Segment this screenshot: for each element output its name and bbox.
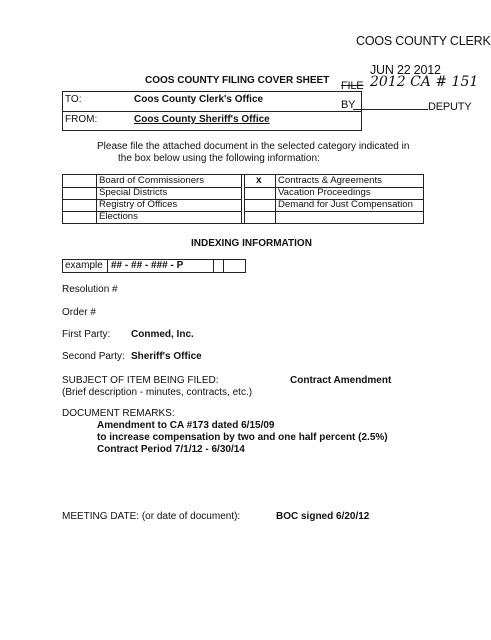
to-from-box <box>62 91 362 131</box>
to-value: Coos County Clerk's Office <box>134 94 264 105</box>
clerk-stamp-title: COOS COUNTY CLERK <box>356 34 491 48</box>
meeting-date-value: BOC signed 6/20/12 <box>276 511 370 522</box>
stamp-file-number-handwritten: 2012 CA # 151 <box>370 74 479 90</box>
first-party-value: Conmed, Inc. <box>131 329 194 340</box>
selected-checkmark: x <box>256 175 262 186</box>
order-label: Order # <box>62 307 96 318</box>
from-row <box>63 111 361 131</box>
example-divider <box>223 260 224 272</box>
stamp-date: JUN 22 2012 <box>370 63 441 77</box>
example-box <box>62 259 246 273</box>
remarks-line-2: to increase compensation by two and one half percent (2.5%) <box>97 432 388 443</box>
indexing-heading: INDEXING INFORMATION <box>191 238 312 249</box>
category-grid <box>62 174 424 224</box>
stamp-by-line <box>353 109 428 110</box>
example-divider <box>107 260 108 272</box>
stamp-deputy-label: DEPUTY <box>428 101 472 113</box>
meeting-date-label: MEETING DATE: (or date of document): <box>62 511 241 522</box>
example-format: ## - ## - ### - P <box>111 260 184 271</box>
second-party-label: Second Party: <box>62 351 125 362</box>
category-contracts-agreements: Contracts & Agreements <box>278 175 382 186</box>
first-party-label: First Party: <box>62 329 111 340</box>
subject-value: Contract Amendment <box>290 375 392 386</box>
category-vacation-proceedings: Vacation Proceedings <box>278 187 371 198</box>
grid-line <box>241 175 242 223</box>
stamp-file-label: FILE <box>341 80 364 92</box>
category-registry-of-offices: Registry of Offices <box>99 199 178 210</box>
instructions-line-2: the box below using the following information: <box>118 153 320 164</box>
page-title: COOS COUNTY FILING COVER SHEET <box>145 75 330 86</box>
grid-line <box>244 175 245 223</box>
grid-line <box>244 211 423 212</box>
instructions-line-1: Please file the attached document in the selected category indicated in <box>97 141 410 152</box>
category-board-of-commissioners: Board of Commissioners <box>99 175 205 186</box>
stamp-by-label: BY <box>341 99 356 111</box>
example-divider <box>213 260 214 272</box>
to-label: TO: <box>65 94 82 105</box>
category-special-districts: Special Districts <box>99 187 168 198</box>
category-elections: Elections <box>99 211 138 222</box>
from-label: FROM: <box>65 114 98 125</box>
category-demand-just-compensation: Demand for Just Compensation <box>278 199 413 210</box>
subject-label: SUBJECT OF ITEM BEING FILED: <box>62 375 219 386</box>
grid-line <box>275 175 276 223</box>
from-value: Coos County Sheriff's Office <box>134 114 270 125</box>
to-row <box>63 92 361 111</box>
remarks-line-3: Contract Period 7/1/12 - 6/30/14 <box>97 444 245 455</box>
grid-line <box>96 175 97 223</box>
resolution-label: Resolution # <box>62 284 118 295</box>
remarks-label: DOCUMENT REMARKS: <box>62 408 175 419</box>
example-label: example <box>65 260 103 271</box>
remarks-line-1: Amendment to CA #173 dated 6/15/09 <box>97 420 275 431</box>
second-party-value: Sheriff's Office <box>131 351 202 362</box>
subject-hint: (Brief description - minutes, contracts, etc.) <box>62 387 253 398</box>
grid-line <box>63 211 241 212</box>
